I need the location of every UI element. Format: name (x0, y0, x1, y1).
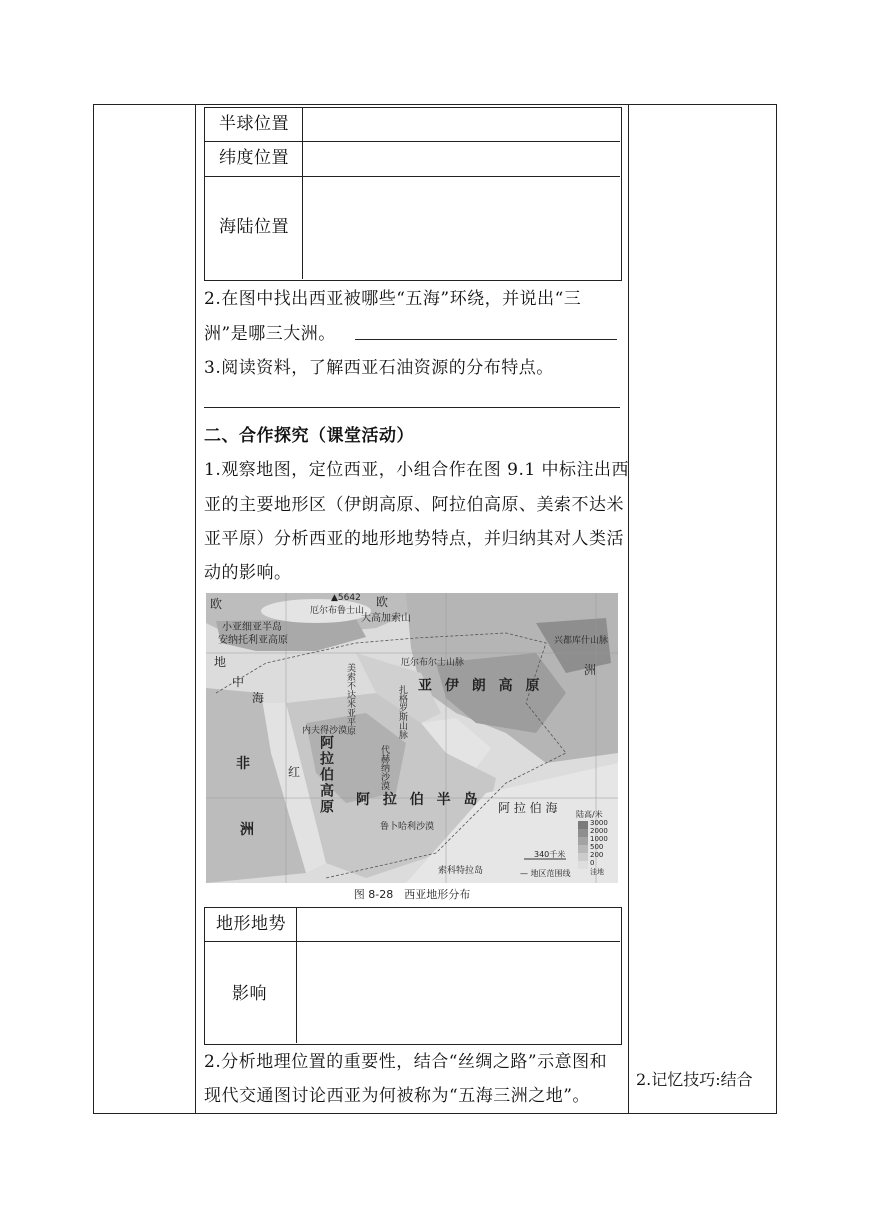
map-label-legend-3000: 3000 (590, 819, 608, 827)
hemisphere-label: 半球位置 (219, 114, 289, 134)
location-table-row-line (204, 141, 620, 142)
map-label-elbrus: 厄尔布鲁士山 (310, 606, 365, 616)
activity1-line3: 亚平原）分析西亚的地形地势特点，并归纳其对人类活 (204, 529, 624, 549)
map-label-legend-0: 0 (590, 859, 595, 867)
terrain-table-divider (296, 907, 297, 1043)
map-label-arabian-plateau: 阿拉伯高原 (318, 735, 334, 815)
map-label-legend-500: 500 (590, 843, 604, 851)
activity1-line2: 亚的主要地形区（伊朗高原、阿拉伯高原、美索不达米 (204, 495, 624, 515)
land-sea-label: 海陆位置 (219, 217, 289, 237)
map-label-mesopotamia: 美索不达米亚平原 (345, 663, 355, 735)
location-table-row-line (204, 176, 620, 177)
map-label-hindu-kush: 兴都库什山脉 (554, 636, 609, 646)
col-divider-1 (195, 104, 196, 1114)
map-label-mediterranean3: 海 (252, 691, 265, 705)
outer-left-border (93, 104, 94, 1114)
map-label-africa: 非 (236, 756, 254, 772)
map-label-asia-minor: 小亚细亚半岛 (222, 622, 282, 633)
map-label-scale: 340千米 (534, 850, 566, 859)
map-label-europe: 欧 (210, 597, 223, 611)
terrain-table-row-line (204, 941, 620, 942)
map-caption: 图 8-28 西亚地形分布 (353, 888, 471, 901)
section2-title: 二、合作探究（课堂活动） (204, 426, 414, 446)
influence-label: 影响 (232, 984, 267, 1004)
map-label-mediterranean: 地 (214, 655, 227, 669)
map-label-boundary: — 地区范围线 (520, 869, 571, 878)
activity2-line1: 2.分析地理位置的重要性，结合“丝绸之路”示意图和 (204, 1052, 608, 1072)
map-label-anatolia: 安纳托利亚高原 (218, 635, 288, 646)
map-label-arabian-peninsula: 阿 拉 伯 半 岛 (356, 792, 482, 808)
west-asia-terrain-map (206, 593, 618, 883)
q3-text: 3.阅读资料，了解西亚石油资源的分布特点。 (204, 358, 554, 378)
q2-line2: 洲”是哪三大洲。 (204, 324, 336, 344)
memory-tip-note: 2.记忆技巧:结合 (636, 1070, 753, 1089)
map-label-legend-1000: 1000 (590, 835, 608, 843)
map-label-socotra: 索科特拉岛 (438, 866, 484, 876)
map-label-rub-al-khali: 鲁卜哈利沙漠 (380, 822, 435, 832)
map-label-legend-200: 200 (590, 851, 604, 859)
location-table-divider (302, 107, 303, 279)
map-label-legend-title: 陆高/米 (576, 810, 603, 819)
map-label-legend-2000: 2000 (590, 827, 608, 835)
outer-bottom-border (93, 1113, 777, 1114)
map-label-africa2: 洲 (240, 822, 258, 838)
activity2-line2: 现代交通图讨论西亚为何被称为“五海三洲之地”。 (204, 1086, 590, 1106)
outer-top-border (93, 104, 777, 105)
col-divider-2 (628, 104, 629, 1114)
latitude-label: 纬度位置 (219, 148, 289, 168)
map-label-asia: 洲 (584, 663, 597, 677)
q2-answer-blank[interactable] (355, 339, 617, 340)
map-label-legend-depression: 洼地 (590, 868, 604, 876)
map-label-zagros: 扎格罗斯山脉 (397, 685, 407, 739)
q2-line1: 2.在图中找出西亚被哪些“五海”环绕，并说出“三 (204, 289, 582, 309)
map-label-elbrus-height: ▲5642 (331, 593, 361, 603)
map-label-europe2: 欧 (376, 595, 389, 609)
map-label-arabian-sea: 阿 拉 伯 海 (498, 801, 558, 815)
activity1-line1: 1.观察地图，定位西亚，小组合作在图 9.1 中标注出西 (204, 460, 630, 480)
map-label-caucasus: 大高加索山 (361, 613, 411, 624)
map-label-nafud: 内夫得沙漠 (302, 726, 348, 736)
q3-answer-blank[interactable] (204, 407, 620, 408)
outer-right-border (776, 104, 777, 1114)
map-label-iran-plateau: 亚 伊 朗 高 原 (418, 678, 544, 694)
map-label-mediterranean2: 中 (232, 675, 245, 689)
activity1-line4: 动的影响。 (204, 563, 292, 583)
map-label-dahna: 代赫纳沙漠 (379, 745, 389, 790)
terrain-label: 地形地势 (216, 914, 286, 934)
map-label-elburz: 厄尔布尔士山脉 (401, 658, 465, 668)
map-label-red-sea: 红 (288, 765, 301, 779)
